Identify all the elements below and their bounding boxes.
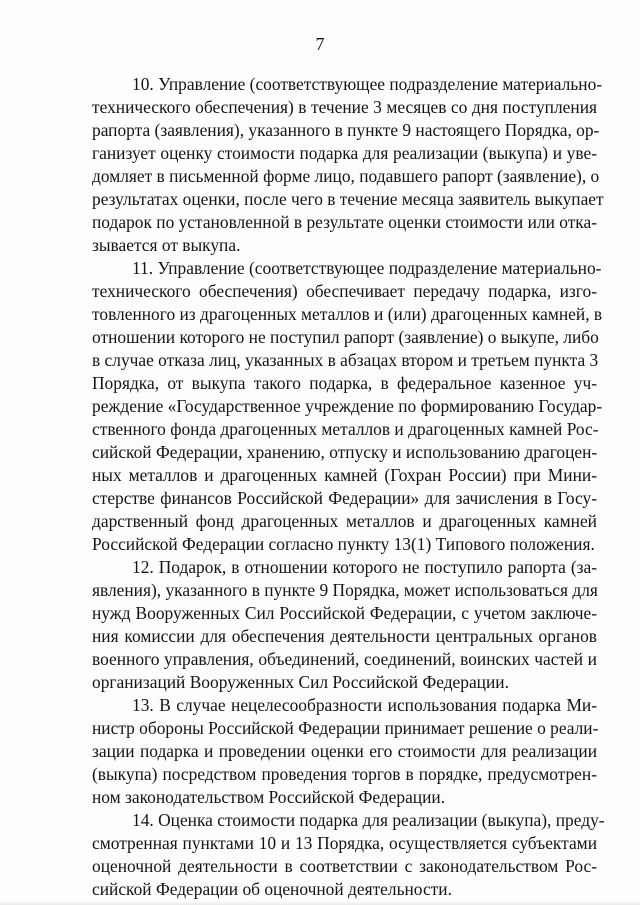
page-number: 7 bbox=[315, 34, 325, 54]
text-line: подарок по установленной в результате оценки стоимости или отка- bbox=[92, 212, 597, 232]
text-line: (выкупа) посредством проведения торгов в порядке, предусмотрен- bbox=[92, 764, 597, 784]
text-line: технического обеспечения) обеспечивает передачу подарка, изго- bbox=[92, 281, 597, 301]
text-line: сийской Федерации об оценочной деятельности. bbox=[92, 879, 452, 899]
text-line: реждение «Государственное учреждение по формированию Государ- bbox=[92, 396, 603, 416]
text-line: результатах оценки, после чего в течение месяца заявитель выкупает bbox=[92, 189, 604, 209]
text-line: Российской Федерации согласно пункту 13(1) Типового положения. bbox=[92, 534, 595, 554]
text-line: 11. Управление (соответствующее подразделение материально- bbox=[132, 258, 602, 278]
text-line: стерстве финансов Российской Федерации» для зачисления в Госу- bbox=[92, 488, 597, 508]
text-line: товленного из драгоценных металлов и (или) драгоценных камней, в bbox=[92, 304, 603, 324]
text-line: зывается от выкупа. bbox=[92, 235, 241, 255]
text-line: Порядка, от выкупа такого подарка, в федеральное казенное уч- bbox=[92, 373, 597, 393]
text-line: дарственный фонд драгоценных металлов и драгоценных камней bbox=[92, 511, 597, 531]
text-line: сийской Федерации, хранению, отпуску и использованию драгоцен- bbox=[92, 442, 598, 462]
text-line: 13. В случае нецелесообразности использования подарка Ми- bbox=[132, 695, 597, 715]
text-line: рапорта (заявления), указанного в пункте 9 настоящего Порядка, ор- bbox=[92, 120, 600, 140]
text-line: ния комиссии для обеспечения деятельности центральных органов bbox=[92, 626, 597, 646]
text-line: ном законодательством Российской Федерации. bbox=[92, 787, 446, 807]
text-line: ганизует оценку стоимости подарка для реализации (выкупа) и уве- bbox=[92, 143, 597, 163]
text-line: домляет в письменной форме лицо, подавшего рапорт (заявление), о bbox=[92, 166, 600, 186]
text-line: смотренная пунктами 10 и 13 Порядка, осуществляется субъектами bbox=[92, 833, 597, 853]
text-line: явления), указанного в пункте 9 Порядка, может использоваться для bbox=[92, 580, 598, 600]
text-line: отношении которого не поступил рапорт (заявление) о выкупе, либо bbox=[92, 327, 599, 347]
text-line: нистр обороны Российской Федерации принимает решение о реали- bbox=[92, 718, 599, 738]
text-line: нужд Вооруженных Сил Российской Федерации, с учетом заключе- bbox=[92, 603, 597, 623]
text-line: ных металлов и драгоценных камней (Гохран России) при Мини- bbox=[92, 465, 597, 485]
text-line: организаций Вооруженных Сил Российской Федерации. bbox=[92, 672, 509, 692]
text-line: 14. Оценка стоимости подарка для реализации (выкупа), преду- bbox=[132, 810, 605, 830]
text-line: 10. Управление (соответствующее подразделение материально- bbox=[132, 74, 603, 94]
text-line: в случае отказа лиц, указанных в абзацах втором и третьем пункта 3 bbox=[92, 350, 599, 370]
text-line: военного управления, объединений, соединений, воинских частей и bbox=[92, 649, 597, 669]
text-line: ственного фонда драгоценных металлов и драгоценных камней Рос- bbox=[92, 419, 599, 439]
text-line: 12. Подарок, в отношении которого не поступило рапорта (за- bbox=[132, 557, 597, 577]
text-line: зации подарка и проведении оценки его стоимости для реализации bbox=[92, 741, 597, 761]
text-line: оценочной деятельности в соответствии с законодательством Рос- bbox=[92, 856, 597, 876]
text-line: технического обеспечения) в течение 3 месяцев со дня поступления bbox=[92, 97, 597, 117]
page-bottom-edge bbox=[0, 901, 640, 905]
